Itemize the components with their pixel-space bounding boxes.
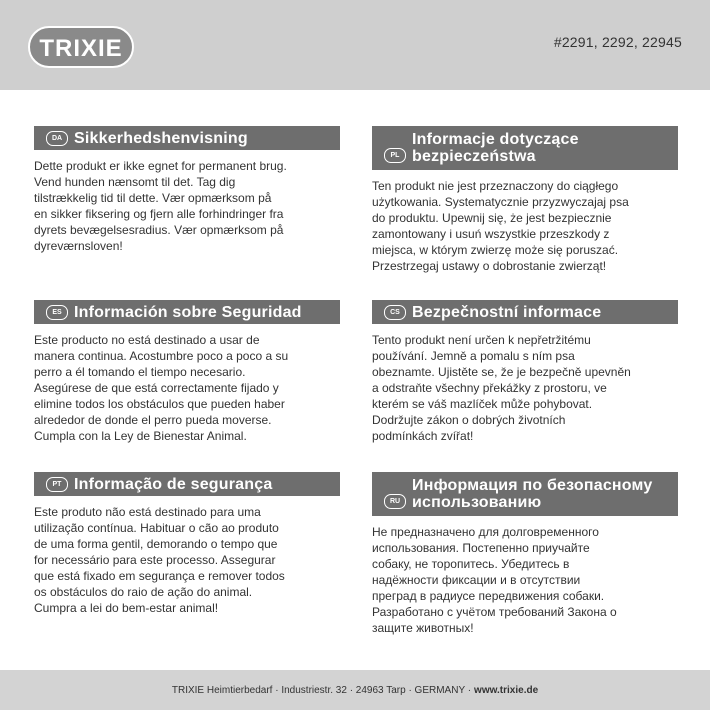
language-badge: PT	[46, 477, 68, 492]
section-header	[34, 472, 340, 496]
section-text: Este producto no está destinado a usar de manera continua. Acostumbre poco a poco a su perro a él tomando el tiempo necesario. Asegúrese de que está correctamente fijado y elimine todos los obstáculos que pueden haber alrededor de donde el perro pueda moverse. Cumpla con la Ley de Bienestar Animal.	[34, 333, 289, 443]
language-badge: CS	[384, 305, 406, 320]
section-text: Ten produkt nie jest przeznaczony do ciągłego użytkowania. Systematycznie przyzwyczajaj psa do produktu. Upewnij się, że jest bezpiecznie zamontowany i usuń wszystkie przeszkody z miejsca, w którym zwierzę może się poruszać. Przestrzegaj ustawy o dobrostanie zwierząt!	[372, 179, 629, 273]
section-pt	[34, 472, 340, 616]
section-title: Bezpečnostní informace	[412, 303, 602, 321]
language-badge: PL	[384, 148, 406, 163]
language-badge: DA	[46, 131, 68, 146]
section-es	[34, 300, 340, 444]
section-da	[34, 126, 340, 254]
section-title: Informação de segurança	[74, 475, 273, 493]
language-badge: ES	[46, 305, 68, 320]
footer-website: www.trixie.de	[474, 684, 539, 696]
section-header	[372, 126, 678, 170]
section-text: Tento produkt není určen k nepřetržitému používání. Jemně a pomalu s ním psa obeznamte. Ujistěte se, že je bezpečně upevněn a odstraňte všechny překážky z prostoru, ve kterém se váš mazlíček může pohybovat. Dodržujte zákon o dobrých životních podmínkách zvířat!	[372, 333, 631, 443]
header-band	[0, 0, 710, 90]
section-ru	[372, 472, 678, 636]
footer-address: TRIXIE Heimtierbedarf · Industriestr. 32 · 24963 Tarp · GERMANY ·	[171, 684, 472, 696]
section-text: Este produto não está destinado para uma utilização contínua. Habituar o cão ao produto de uma forma gentil, demorando o tempo que for necessário para este processo. Assegurar que está fixado em segurança e remover todos os obstáculos do raio de ação do animal. Cumpra a lei do bem-estar animal!	[34, 505, 285, 615]
section-title: Информация по безопасному использованию	[412, 477, 653, 511]
section-title: Informacje dotyczące bezpieczeństwa	[412, 131, 579, 165]
section-pl	[372, 126, 678, 274]
language-badge: RU	[384, 494, 406, 509]
article-numbers: #2291, 2292, 22945	[553, 34, 682, 50]
section-header	[372, 472, 678, 516]
footer-band	[0, 670, 710, 710]
section-title: Información sobre Seguridad	[74, 303, 302, 321]
section-header	[34, 126, 340, 150]
section-cs	[372, 300, 678, 444]
section-text: Dette produkt er ikke egnet for permanent brug. Vend hunden nænsomt til det. Tag dig tilstrækkelig tid til dette. Vær opmærksom på en sikker fiksering og fjern alle forhindringer fra dyrets bevægelsesradius. Vær opmærksom på dyreværnsloven!	[34, 159, 287, 253]
section-text: Не предназначено для долговременного использования. Постепенно приучайте собаку, не торопитесь. Убедитесь в надёжности фиксации и в отсутствии преград в радиусе передвижения собаки. Разработано с учётом требований Закона о защите животных!	[372, 525, 617, 635]
section-header	[34, 300, 340, 324]
section-title: Sikkerhedshenvisning	[74, 129, 248, 147]
trixie-logo	[28, 26, 134, 68]
brand-wordmark: TRIXIE	[39, 35, 123, 62]
section-header	[372, 300, 678, 324]
